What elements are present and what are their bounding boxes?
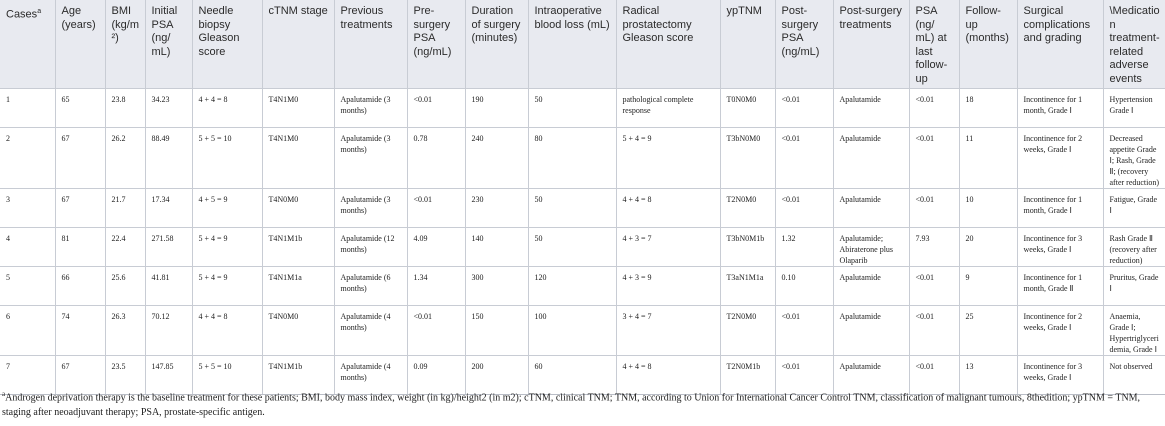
cell-post_treat: Apalutamide — [833, 88, 909, 127]
cell-gleason_biopsy: 4 + 5 = 9 — [192, 188, 262, 227]
cell-bmi: 23.5 — [105, 355, 145, 394]
cell-gleason_biopsy: 5 + 4 = 9 — [192, 266, 262, 305]
cell-post_psa: <0.01 — [775, 127, 833, 188]
cell-initial_psa: 88.49 — [145, 127, 192, 188]
cell-cases: 1 — [0, 88, 55, 127]
cell-initial_psa: 34.23 — [145, 88, 192, 127]
cell-gleason_biopsy: 5 + 4 = 9 — [192, 227, 262, 266]
cell-duration: 200 — [465, 355, 528, 394]
cell-ctnm: T4N1M0 — [262, 127, 334, 188]
cell-age: 67 — [55, 355, 105, 394]
cell-gleason_rp: 4 + 4 = 8 — [616, 188, 720, 227]
cell-post_psa: <0.01 — [775, 355, 833, 394]
cell-cases: 3 — [0, 188, 55, 227]
column-header-ctnm — [262, 0, 334, 88]
footnote-marker: a — [37, 8, 42, 15]
cell-post_psa: <0.01 — [775, 305, 833, 355]
column-header-label: Follow-up (months) — [965, 5, 1009, 44]
column-header-label: Pre-surgery PSA (ng/mL) — [413, 5, 452, 58]
cell-post_treat: Apalutamide — [833, 188, 909, 227]
column-header-psa_last — [909, 0, 959, 88]
cell-gleason_rp: 3 + 4 = 7 — [616, 305, 720, 355]
column-header-label: Surgical complications and grading — [1023, 5, 1091, 44]
cell-age: 66 — [55, 266, 105, 305]
column-header-label: Previous treatments — [340, 5, 393, 31]
footnote-marker: a — [2, 390, 6, 398]
cell-duration: 150 — [465, 305, 528, 355]
cell-complications: Incontinence for 2 weeks, Grade Ⅰ — [1017, 127, 1103, 188]
column-header-gleason_biopsy — [192, 0, 262, 88]
cell-gleason_biopsy: 4 + 4 = 8 — [192, 88, 262, 127]
cell-prev_treat: Apalutamide (3 months) — [334, 188, 407, 227]
cell-complications: Incontinence for 1 month, Grade Ⅰ — [1017, 88, 1103, 127]
cell-pre_psa: <0.01 — [407, 88, 465, 127]
cell-post_treat: Apalutamide — [833, 355, 909, 394]
cell-follow_up: 18 — [959, 88, 1017, 127]
cell-initial_psa: 147.85 — [145, 355, 192, 394]
cell-pre_psa: 4.09 — [407, 227, 465, 266]
column-header-blood_loss — [528, 0, 616, 88]
cell-complications: Incontinence for 3 weeks, Grade Ⅰ — [1017, 355, 1103, 394]
cell-pre_psa: 0.78 — [407, 127, 465, 188]
table-header — [0, 0, 1165, 88]
column-header-label: Radical prostatectomy Gleason score — [622, 5, 694, 44]
cell-ctnm: T4N1M1b — [262, 227, 334, 266]
cell-gleason_biopsy: 5 + 5 = 10 — [192, 127, 262, 188]
footnote-text: Androgen deprivation therapy is the baseline treatment for these patients; BMI, body mass index, weight (in kg)/height2 (in m2); cTNM, clinical TNM; TNM, according to Union for International Cancer Control TNM, classification of malignant tumours, 8thedition; ypTNM = TNM, staging after neoadjuvant therapy; PSA, prostate-specific antigen. — [2, 392, 1141, 419]
cell-complications: Incontinence for 2 weeks, Grade Ⅰ — [1017, 305, 1103, 355]
cell-post_treat: Apalutamide — [833, 127, 909, 188]
cell-follow_up: 11 — [959, 127, 1017, 188]
cell-adverse: Anaemia, Grade Ⅰ; Hypertriglyceridemia, Grade Ⅰ — [1103, 305, 1165, 355]
cell-blood_loss: 100 — [528, 305, 616, 355]
cell-psa_last: <0.01 — [909, 188, 959, 227]
cell-pre_psa: 0.09 — [407, 355, 465, 394]
cell-age: 65 — [55, 88, 105, 127]
column-header-label: Needle biopsy Gleason score — [198, 5, 240, 58]
cell-bmi: 26.3 — [105, 305, 145, 355]
column-header-bmi — [105, 0, 145, 88]
cell-duration: 300 — [465, 266, 528, 305]
cell-post_psa: <0.01 — [775, 88, 833, 127]
table-body — [0, 88, 1165, 394]
cell-initial_psa: 70.12 — [145, 305, 192, 355]
cell-initial_psa: 17.34 — [145, 188, 192, 227]
cell-bmi: 23.8 — [105, 88, 145, 127]
table-row — [0, 227, 1165, 266]
cell-bmi: 22.4 — [105, 227, 145, 266]
cell-age: 74 — [55, 305, 105, 355]
cell-follow_up: 25 — [959, 305, 1017, 355]
cell-complications: Incontinence for 1 month, Grade Ⅱ — [1017, 266, 1103, 305]
cell-pre_psa: 1.34 — [407, 266, 465, 305]
column-header-complications — [1017, 0, 1103, 88]
cell-post_psa: 0.10 — [775, 266, 833, 305]
header-row — [0, 0, 1165, 88]
cell-blood_loss: 50 — [528, 188, 616, 227]
cell-yptnm: T3bN0M1b — [720, 227, 775, 266]
column-header-label: PSA (ng/ mL) at last follow-up — [915, 5, 948, 85]
cell-gleason_rp: 4 + 3 = 9 — [616, 266, 720, 305]
cell-follow_up: 13 — [959, 355, 1017, 394]
column-header-label: Post-surgery PSA (ng/mL) — [781, 5, 820, 58]
cell-post_treat: Apalutamide — [833, 305, 909, 355]
cell-gleason_rp: 4 + 3 = 7 — [616, 227, 720, 266]
table-row — [0, 266, 1165, 305]
cell-psa_last: <0.01 — [909, 355, 959, 394]
cell-blood_loss: 120 — [528, 266, 616, 305]
cell-follow_up: 20 — [959, 227, 1017, 266]
cell-cases: 2 — [0, 127, 55, 188]
cell-gleason_biopsy: 4 + 4 = 8 — [192, 305, 262, 355]
cell-complications: Incontinence for 1 month, Grade Ⅰ — [1017, 188, 1103, 227]
column-header-initial_psa — [145, 0, 192, 88]
cell-ctnm: T4N1M1a — [262, 266, 334, 305]
column-header-post_treat — [833, 0, 909, 88]
cell-post_treat: Apalutamide; Abiraterone plus Olaparib — [833, 227, 909, 266]
column-header-label: BMI (kg/m²) — [111, 5, 139, 44]
cell-bmi: 25.6 — [105, 266, 145, 305]
cell-prev_treat: Apalutamide (3 months) — [334, 88, 407, 127]
cell-psa_last: <0.01 — [909, 305, 959, 355]
cell-pre_psa: <0.01 — [407, 305, 465, 355]
cell-prev_treat: Apalutamide (6 months) — [334, 266, 407, 305]
table-row — [0, 305, 1165, 355]
cell-adverse: Not observed — [1103, 355, 1165, 394]
cell-blood_loss: 50 — [528, 88, 616, 127]
column-header-label: Initial PSA (ng/ mL) — [151, 5, 178, 58]
cell-follow_up: 9 — [959, 266, 1017, 305]
cell-blood_loss: 60 — [528, 355, 616, 394]
cell-pre_psa: <0.01 — [407, 188, 465, 227]
cell-bmi: 21.7 — [105, 188, 145, 227]
column-header-label: Cases — [6, 8, 38, 21]
cell-age: 67 — [55, 188, 105, 227]
cell-adverse: Fatigue, Grade Ⅰ — [1103, 188, 1165, 227]
cell-adverse: Pruritus, Grade Ⅰ — [1103, 266, 1165, 305]
column-header-yptnm — [720, 0, 775, 88]
column-header-label: Post-surgery treatments — [839, 5, 902, 31]
column-header-label: Age (years) — [61, 5, 96, 31]
cell-duration: 140 — [465, 227, 528, 266]
cell-yptnm: T2N0M1b — [720, 355, 775, 394]
cell-adverse: Hypertension Grade Ⅰ — [1103, 88, 1165, 127]
cell-post_psa: <0.01 — [775, 188, 833, 227]
cell-age: 67 — [55, 127, 105, 188]
column-header-label: Duration of surgery (minutes) — [471, 5, 521, 44]
cell-prev_treat: Apalutamide (12 months) — [334, 227, 407, 266]
cell-cases: 4 — [0, 227, 55, 266]
column-header-follow_up — [959, 0, 1017, 88]
table-row — [0, 188, 1165, 227]
column-header-label: ypTNM — [726, 5, 762, 17]
table-row — [0, 88, 1165, 127]
cell-psa_last: 7.93 — [909, 227, 959, 266]
column-header-post_psa — [775, 0, 833, 88]
cell-complications: Incontinence for 3 weeks, Grade Ⅰ — [1017, 227, 1103, 266]
column-header-age — [55, 0, 105, 88]
cell-ctnm: T4N1M1b — [262, 355, 334, 394]
cell-initial_psa: 271.58 — [145, 227, 192, 266]
cell-duration: 190 — [465, 88, 528, 127]
cell-gleason_biopsy: 5 + 5 = 10 — [192, 355, 262, 394]
cell-psa_last: <0.01 — [909, 266, 959, 305]
cell-bmi: 26.2 — [105, 127, 145, 188]
cell-post_treat: Apalutamide — [833, 266, 909, 305]
table-row — [0, 127, 1165, 188]
cell-ctnm: T4N0M0 — [262, 188, 334, 227]
cell-cases: 5 — [0, 266, 55, 305]
table-footnote — [2, 387, 1142, 420]
cell-cases: 7 — [0, 355, 55, 394]
column-header-pre_psa — [407, 0, 465, 88]
cell-ctnm: T4N1M0 — [262, 88, 334, 127]
cell-blood_loss: 50 — [528, 227, 616, 266]
cell-adverse: Decreased appetite Grade Ⅰ; Rash, Grade Ⅱ; (recovery after reduction) — [1103, 127, 1165, 188]
cell-yptnm: T2N0M0 — [720, 188, 775, 227]
cell-blood_loss: 80 — [528, 127, 616, 188]
cell-gleason_rp: 5 + 4 = 9 — [616, 127, 720, 188]
cell-adverse: Rash Grade Ⅱ (recovery after reduction) — [1103, 227, 1165, 266]
column-header-label: cTNM stage — [268, 5, 328, 17]
column-header-label: \Medication treatment-related adverse events — [1109, 5, 1160, 85]
cell-prev_treat: Apalutamide (4 months) — [334, 305, 407, 355]
cell-age: 81 — [55, 227, 105, 266]
cell-duration: 230 — [465, 188, 528, 227]
cell-gleason_rp: pathological complete response — [616, 88, 720, 127]
cell-yptnm: T3bN0M0 — [720, 127, 775, 188]
column-header-prev_treat — [334, 0, 407, 88]
column-header-cases — [0, 0, 55, 88]
cell-prev_treat: Apalutamide (3 months) — [334, 127, 407, 188]
cell-ctnm: T4N0M0 — [262, 305, 334, 355]
column-header-gleason_rp — [616, 0, 720, 88]
cell-initial_psa: 41.81 — [145, 266, 192, 305]
cell-duration: 240 — [465, 127, 528, 188]
cell-yptnm: T0N0M0 — [720, 88, 775, 127]
cell-post_psa: 1.32 — [775, 227, 833, 266]
cell-cases: 6 — [0, 305, 55, 355]
cell-follow_up: 10 — [959, 188, 1017, 227]
cell-prev_treat: Apalutamide (4 months) — [334, 355, 407, 394]
column-header-label: Intraoperative blood loss (mL) — [534, 5, 610, 31]
cell-psa_last: <0.01 — [909, 88, 959, 127]
column-header-duration — [465, 0, 528, 88]
column-header-adverse — [1103, 0, 1165, 88]
cell-gleason_rp: 4 + 4 = 8 — [616, 355, 720, 394]
cell-yptnm: T2N0M0 — [720, 305, 775, 355]
cell-yptnm: T3aN1M1a — [720, 266, 775, 305]
cell-psa_last: <0.01 — [909, 127, 959, 188]
